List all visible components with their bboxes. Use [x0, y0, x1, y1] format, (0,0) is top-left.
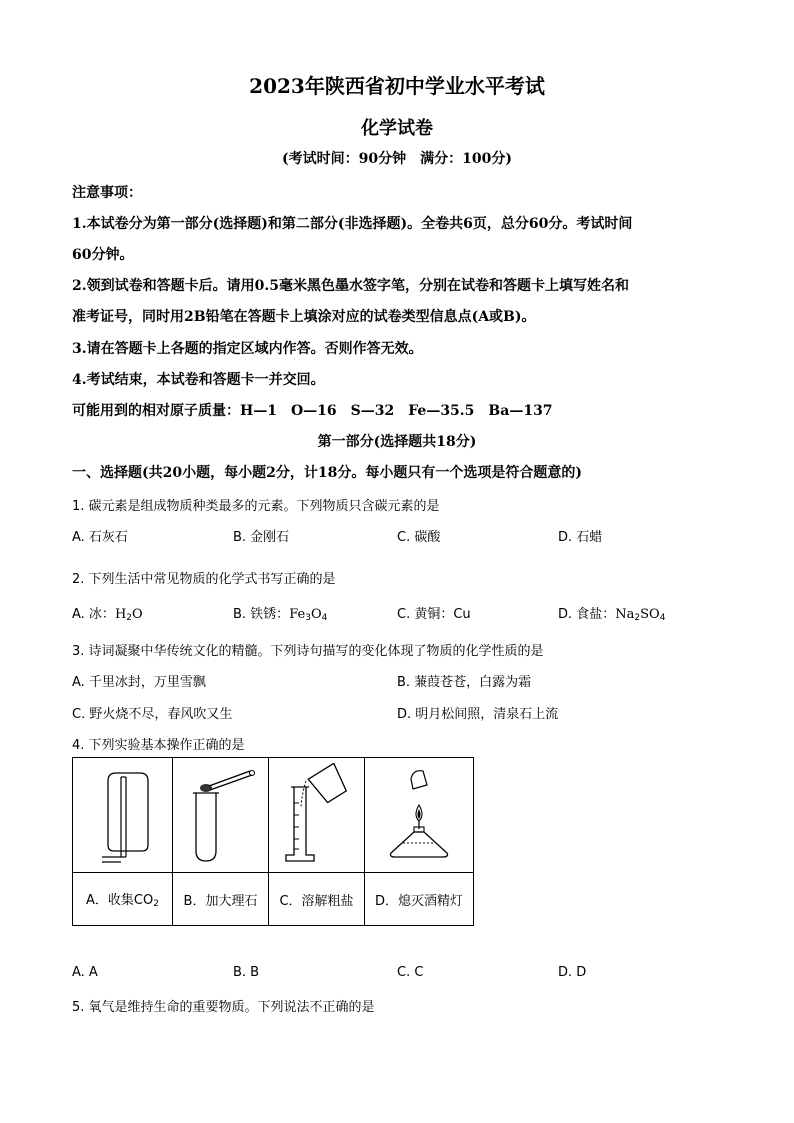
- gas-collection-bottle-icon: [78, 763, 168, 863]
- question-4-stem: 4. 下列实验基本操作正确的是: [72, 738, 245, 753]
- question-3-option-d: D. 明月松间照，清泉石上流: [397, 707, 559, 722]
- question-3-stem: 3. 诗词凝聚中华传统文化的精髓。下列诗句描写的变化体现了物质的化学性质的是: [72, 644, 544, 659]
- question-2-stem: 2. 下列生活中常见物质的化学式书写正确的是: [72, 572, 336, 587]
- label-text: A．收集CO: [86, 893, 154, 908]
- formula-na: Na: [615, 607, 635, 622]
- note-2-line2: 准考证号，同时用2B铅笔在答题卡上填涂对应的试卷类型信息点(A或B)。: [72, 309, 536, 325]
- question-2-option-b: [233, 603, 327, 623]
- question-1-option-b: B. 金刚石: [233, 530, 290, 545]
- question-2-option-c: C. 黄铜：Cu: [397, 607, 471, 622]
- subscript: 2: [153, 899, 159, 909]
- question-4-option-b: B. B: [233, 965, 260, 980]
- alcohol-lamp-icon: [369, 763, 469, 863]
- question-5-stem: 5. 氧气是维持生命的重要物质。下列说法不正确的是: [72, 1000, 375, 1015]
- subscript: 3: [305, 613, 311, 623]
- cell-dissolve-salt-label: C．溶解粗盐: [269, 873, 365, 926]
- section-heading: 一、选择题(共20小题，每小题2分，计18分。每小题只有一个选项是符合题意的): [72, 465, 582, 481]
- note-1-line2: 60分钟。: [72, 247, 134, 263]
- note-2-line1: 2.领到试卷和答题卡后。请用0.5毫米黑色墨水签字笔，分别在试卷和答题卡上填写姓名和: [72, 278, 629, 294]
- subscript: 2: [634, 613, 641, 623]
- question-2-option-d: [558, 603, 665, 623]
- cell-collect-co2-image: [73, 758, 173, 873]
- question-4-option-a: A. A: [72, 965, 98, 980]
- cell-extinguish-lamp-label: D．熄灭酒精灯: [365, 873, 474, 926]
- question-1-option-a: A. 石灰石: [72, 530, 128, 545]
- subscript: 2: [126, 613, 133, 623]
- notes-heading: 注意事项：: [72, 185, 142, 201]
- cell-extinguish-lamp-image: [365, 758, 474, 873]
- question-3-option-b: B. 蒹葭苍苍，白露为霜: [397, 675, 532, 690]
- formula-fe: Fe: [289, 607, 306, 622]
- question-1-option-c: C. 碳酸: [397, 530, 441, 545]
- option-d-label: D. 食盐：: [558, 607, 616, 622]
- note-1-line1: 1.本试卷分为第一部分(选择题)和第二部分(非选择题)。全卷共6页，总分60分。考试时间: [72, 216, 633, 232]
- question-1-stem: 1. 碳元素是组成物质种类最多的元素。下列物质只含碳元素的是: [72, 499, 440, 514]
- formula-h: H: [114, 607, 127, 622]
- question-2-option-a: [72, 603, 143, 623]
- formula-so: SO: [640, 607, 660, 622]
- test-tube-tweezers-icon: [176, 763, 266, 863]
- subscript: 4: [659, 613, 666, 623]
- cell-add-marble-image: [173, 758, 269, 873]
- atomic-masses: 可能用到的相对原子质量：H—1 O—16 S—32 Fe—35.5 Ba—137: [72, 403, 553, 419]
- formula-o: O: [310, 607, 322, 622]
- exam-subject: 化学试卷: [361, 118, 433, 139]
- cell-add-marble-label: B．加大理石: [173, 873, 269, 926]
- subscript: 4: [321, 613, 328, 623]
- question-1-option-d: D. 石蜡: [558, 530, 603, 545]
- cell-dissolve-salt-image: [269, 758, 365, 873]
- exam-info: (考试时间：90分钟 满分：100分): [282, 151, 512, 167]
- exam-title: 2023年陕西省初中学业水平考试: [249, 74, 545, 98]
- question-4-option-d: D. D: [558, 965, 587, 980]
- option-a-label: A. 冰：: [72, 607, 115, 622]
- question-3-option-a: A. 千里冰封，万里雪飘: [72, 675, 206, 690]
- question-4-option-c: C. C: [397, 965, 424, 980]
- option-b-label: B. 铁锈：: [233, 607, 290, 622]
- graduated-cylinder-icon: [272, 763, 362, 863]
- experiment-table: [72, 757, 474, 926]
- note-3: 3.请在答题卡上各题的指定区域内作答。否则作答无效。: [72, 341, 423, 357]
- note-4: 4.考试结束，本试卷和答题卡一并交回。: [72, 372, 325, 388]
- part1-heading: 第一部分(选择题共18分): [317, 434, 477, 450]
- formula-o: O: [132, 607, 143, 622]
- question-3-option-c: C. 野火烧不尽，春风吹又生: [72, 707, 233, 722]
- cell-collect-co2-label: [73, 873, 173, 926]
